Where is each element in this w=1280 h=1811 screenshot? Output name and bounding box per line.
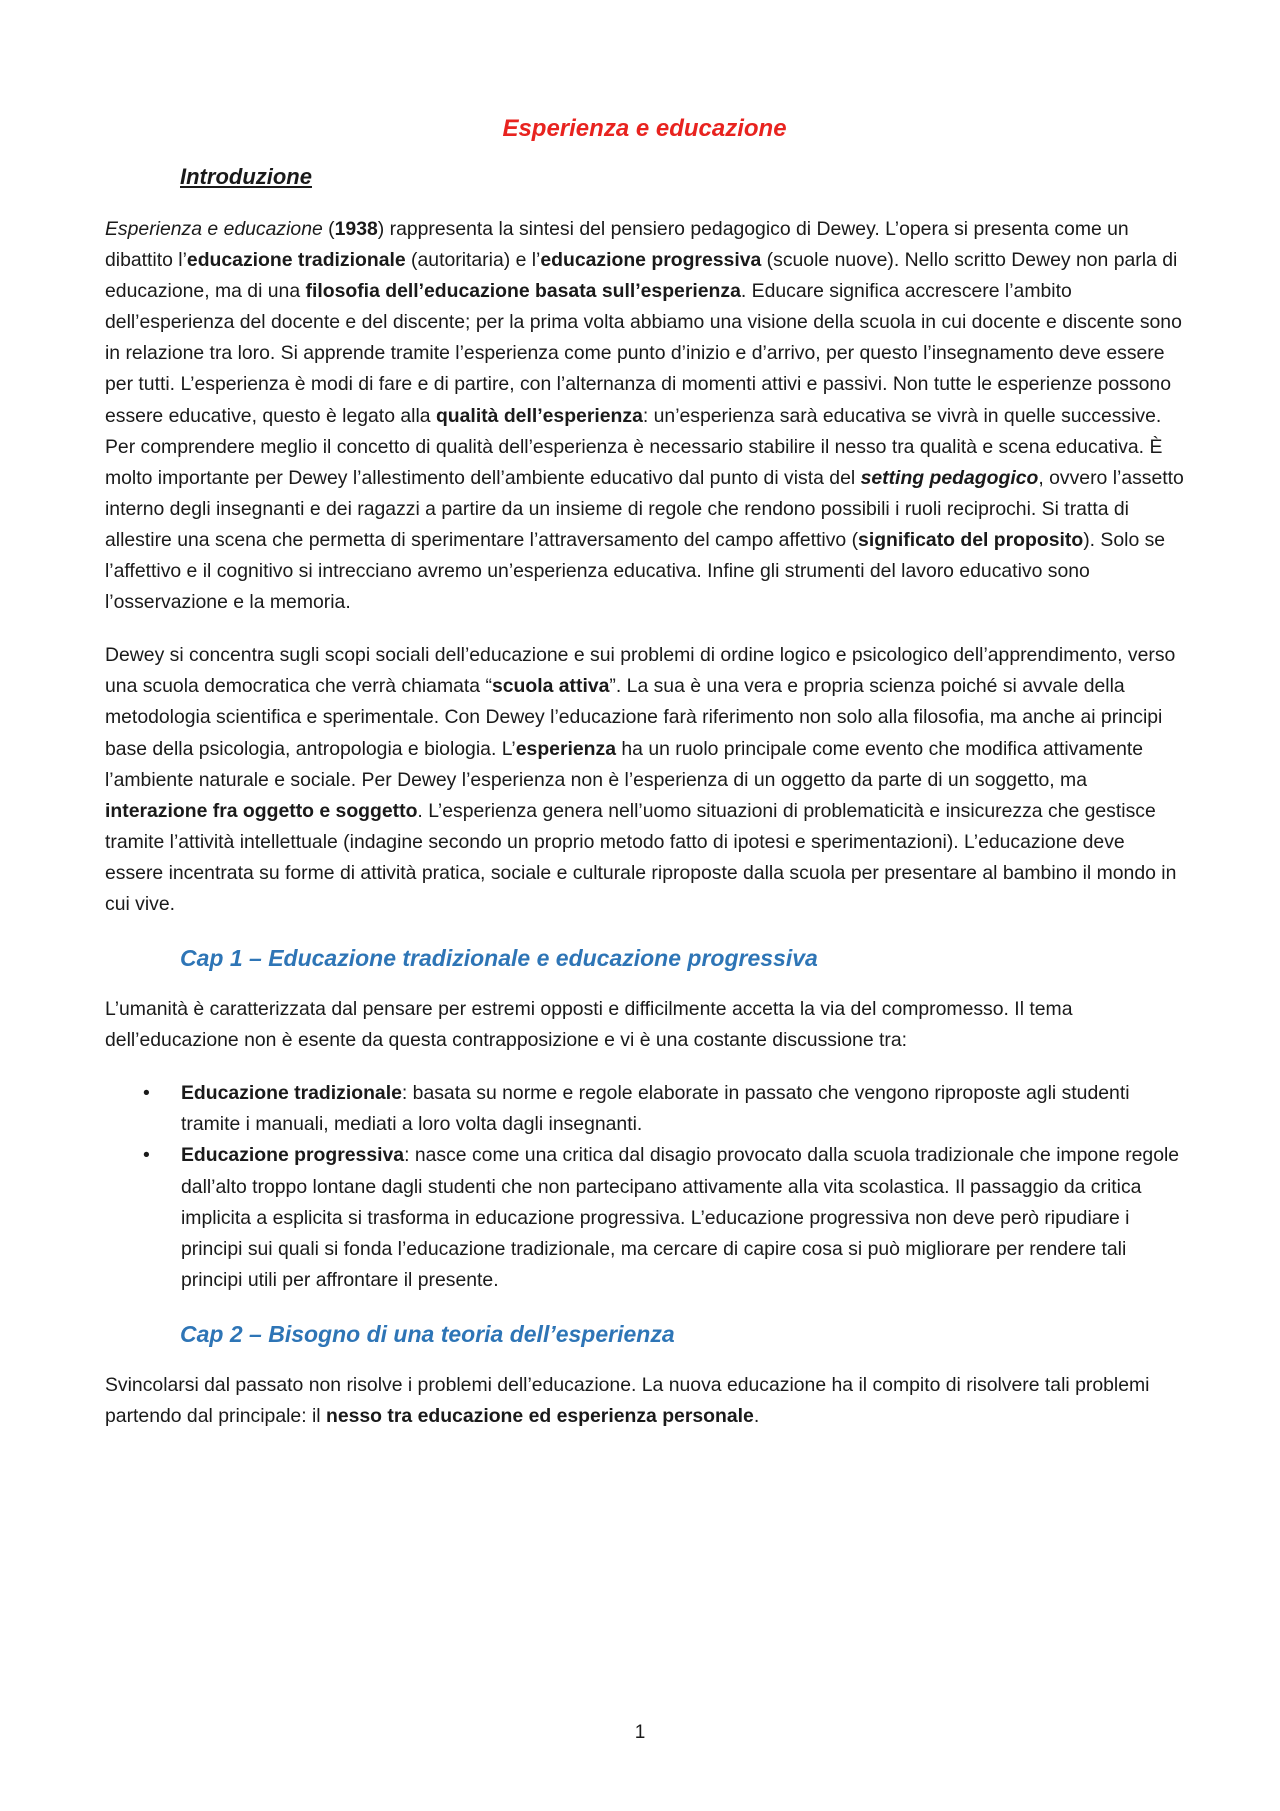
term-nesso: nesso tra educazione ed esperienza personale: [325, 1405, 754, 1427]
document-title: Esperienza e educazione: [502, 115, 787, 142]
list-item-text: : basata su norme e regole elaborate in passato che vengono riproposte agli studenti tramite i manuali, mediati a loro volta dagli insegnanti.: [181, 1082, 1130, 1136]
term-filosofia-esperienza: filosofia dell’educazione basata sull’esperienza: [305, 280, 741, 303]
chapter-2-paragraph: Svincolarsi dal passato non risolve i problemi dell’educazione. La nuova educazione ha il compito di risolvere tali problemi partendo dal principale: il nesso tra educazione ed esperienza personale.: [105, 1373, 1150, 1427]
page-number: 1: [634, 1722, 646, 1743]
intro-heading: Introduzione: [180, 164, 312, 189]
intro-paragraph-1: Esperienza e educazione (1938) rappresenta la sintesi del pensiero pedagogico di Dewey. L’opera si presenta come un dibattito l’educazione tradizionale (autoritaria) e l’educazione progressiva (scuole nuove). Nello scritto Dewey non parla di educazione, ma di una filosofia dell’educazione basata sull’esperienza. Educare significa accrescere l’ambito dell’esperienza del docente e del discente; per la prima volta abbiamo una visione della scuola in cui docente e discente sono in relazione tra loro. Si apprende tramite l’esperienza come punto d’inizio e d’arrivo, per questo l’insegnamento deve essere per tutti. L’esperienza è modi di fare e di partire, con l’alternanza di momenti attivi e passivi. Non tutte le esperienze possono essere educative, questo è legato alla qualità dell’esperienza: un’esperienza sarà educativa se vivrà in quelle successive. Per comprendere meglio il concetto di qualità dell’esperienza è necessario stabilire il nesso tra qualità e scena educativa. È molto importante per Dewey l’allestimento dell’ambiente educativo dal punto di vista del setting pedagogico, ovvero l’assetto interno degli insegnanti e dei ragazzi a partire da un insieme di regole che rendono possibili i ruoli reciprochi. Si tratta di allestire una scena che permetta di sperimentare l’attraversamento del campo affettivo (significato del proposito). Solo se l’affettivo e il cognitivo si intrecciano avremo un’esperienza educativa. Infine gli strumenti del lavoro educativo sono l’osservazione e la memoria.: [105, 218, 1184, 614]
list-item-text: : nasce come una critica dal disagio provocato dalla scuola tradizionale che impone regole dall’alto troppo lontane dagli studenti che non partecipano attivamente alla vita scolastica. Il passaggio da critica implicita a esplicita si trasforma in educazione progressiva. L’educazione progressiva non deve però ripudiare i principi sui quali si fonda l’educazione tradizionale, ma cercare di capire cosa si può migliorare per rendere tali principi utili per affrontare il presente.: [181, 1144, 1180, 1291]
list-item: [105, 1140, 1184, 1295]
year: 1938: [334, 218, 378, 240]
bullet-icon: •: [143, 1082, 150, 1105]
term-esperienza: esperienza: [515, 737, 616, 760]
chapter-1-paragraph: L’umanità è caratterizzata dal pensare per estremi opposti e difficilmente accetta la via del compromesso. Il tema dell’educazione non è esente da questa contrapposizione e vi è una costante discussione tra:: [105, 998, 1073, 1052]
term-qualita-esperienza: qualità dell’esperienza: [435, 404, 643, 427]
bullet-icon: •: [143, 1144, 150, 1167]
term-setting-pedagogico: setting pedagogico: [860, 466, 1039, 489]
intro-paragraph-2: Dewey si concentra sugli scopi sociali dell’educazione e sui problemi di ordine logico e psicologico dell’apprendimento, verso una scuola democratica che verrà chiamata “scuola attiva”. La sua è una vera e propria scienza poiché si avvale della metodologia scientifica e sperimentale. Con Dewey l’educazione farà riferimento non solo alla filosofia, ma anche ai principi base della psicologia, antropologia e biologia. L’esperienza ha un ruolo principale come evento che modifica attivamente l’ambiente naturale e sociale. Per Dewey l’esperienza non è l’esperienza di un oggetto da parte di un soggetto, ma interazione fra oggetto e soggetto. L’esperienza genera nell’uomo situazioni di problematicità e insicurezza che gestisce tramite l’attività intellettuale (indagine secondo un proprio metodo fatto di ipotesi e sperimentazioni). L’educazione deve essere incentrata su forme di attività pratica, sociale e culturale riproposte dalla scuola per presentare al bambino il mondo in cui vive.: [105, 644, 1177, 915]
term-educazione-tradizionale: educazione tradizionale: [186, 249, 406, 272]
term-interazione: interazione fra oggetto e soggetto: [105, 799, 418, 822]
chapter-1-heading: Cap 1 – Educazione tradizionale e educazione progressiva: [180, 945, 818, 972]
chapter-2-heading: Cap 2 – Bisogno di una teoria dell’esperienza: [180, 1320, 675, 1347]
term-scuola-attiva: scuola attiva: [491, 675, 610, 698]
term-significato-proposito: significato del proposito: [858, 528, 1084, 551]
list-item-term: Educazione progressiva: [181, 1144, 405, 1167]
chapter-1-list: [105, 1078, 1184, 1296]
list-item-term: Educazione tradizionale: [181, 1082, 402, 1105]
list-item: [105, 1078, 1184, 1140]
term-educazione-progressiva: educazione progressiva: [540, 249, 762, 272]
work-title: Esperienza e educazione: [105, 218, 323, 240]
